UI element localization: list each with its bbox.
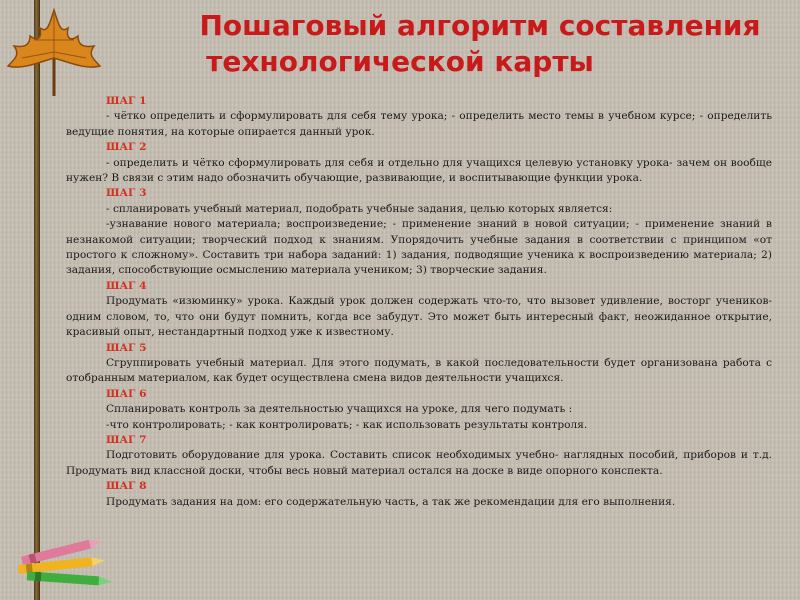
page-title — [120, 8, 800, 80]
step-label: ШАГ 7 — [106, 433, 147, 446]
title-line-1: Пошаговый алгоритм составления — [199, 9, 761, 42]
step-text: - определить и чётко сформулировать для себя и отдельно для учащихся целевую установку урока- зачем он вообще нужен? В связи с этим надо обозначить обучающие, развивающие, и воспитывающие функции урока. — [66, 156, 772, 185]
step-8 — [66, 479, 772, 510]
step-4 — [66, 279, 772, 341]
step-6 — [66, 387, 772, 433]
crayons-icon — [10, 536, 122, 592]
step-1 — [66, 94, 772, 140]
step-label: ШАГ 8 — [106, 480, 147, 493]
steps-content — [66, 94, 772, 510]
step-text: Продумать «изюминку» урока. Каждый урок должен содержать что-то, что вызовет удивление, восторг учеников- одним словом, то, что они будут помнить, когда все забудут. Это может быть интересный факт, неожиданное открытие, красивый опыт, нестандартный подход уже к известному. — [66, 295, 772, 339]
step-5 — [66, 341, 772, 387]
step-7 — [66, 433, 772, 479]
step-label: ШАГ 4 — [106, 279, 147, 292]
step-3 — [66, 186, 772, 278]
step-text: Спланировать контроль за деятельностью учащихся на уроке, для чего подумать : — [106, 403, 573, 416]
step-text: - спланировать учебный материал, подобрать учебные задания, целью которых является: — [106, 202, 613, 215]
step-text: - чётко определить и сформулировать для себя тему урока; - определить место темы в учебном курсе; - определить ведущие понятия, на которые опирается данный урок. — [66, 110, 772, 138]
step-label: ШАГ 3 — [106, 187, 147, 200]
step-label: ШАГ 1 — [106, 95, 147, 107]
step-label: ШАГ 5 — [106, 341, 147, 354]
step-text: -что контролировать; - как контролировать; - как использовать результаты контроля. — [106, 418, 588, 431]
step-label: ШАГ 2 — [106, 141, 147, 154]
title-line-2: технологической карты — [206, 45, 594, 78]
step-label: ШАГ 6 — [106, 387, 147, 400]
step-text: -узнавание нового материала; воспроизведение; - применение знаний в новой ситуации; - применение знаний в незнакомой ситуации; творческий подход к знаниям. Упорядочить учебные задания в соответствии с принципом «от простого к сложному». Составить три набора заданий: 1) задания, подводящие ученика к воспроизведению материала; 2) задания, способствующие осмыслению материала учеником; 3) творческие задания. — [66, 218, 772, 277]
step-text: Продумать задания на дом: его содержательную часть, а так же рекомендации для его выполнения. — [106, 495, 676, 508]
step-text: Подготовить оборудование для урока. Составить список необходимых учебно- наглядных пособий, приборов и т.д. Продумать вид классной доски, чтобы весь новый материал остался на доске в виде опорного конспекта. — [66, 449, 772, 477]
step-text: Сгруппировать учебный материал. Для этого подумать, в какой последовательности будет организована работа с отобранным материалом, как будет осуществлена смена видов деятельности учащихся. — [66, 356, 772, 385]
step-2 — [66, 140, 772, 186]
